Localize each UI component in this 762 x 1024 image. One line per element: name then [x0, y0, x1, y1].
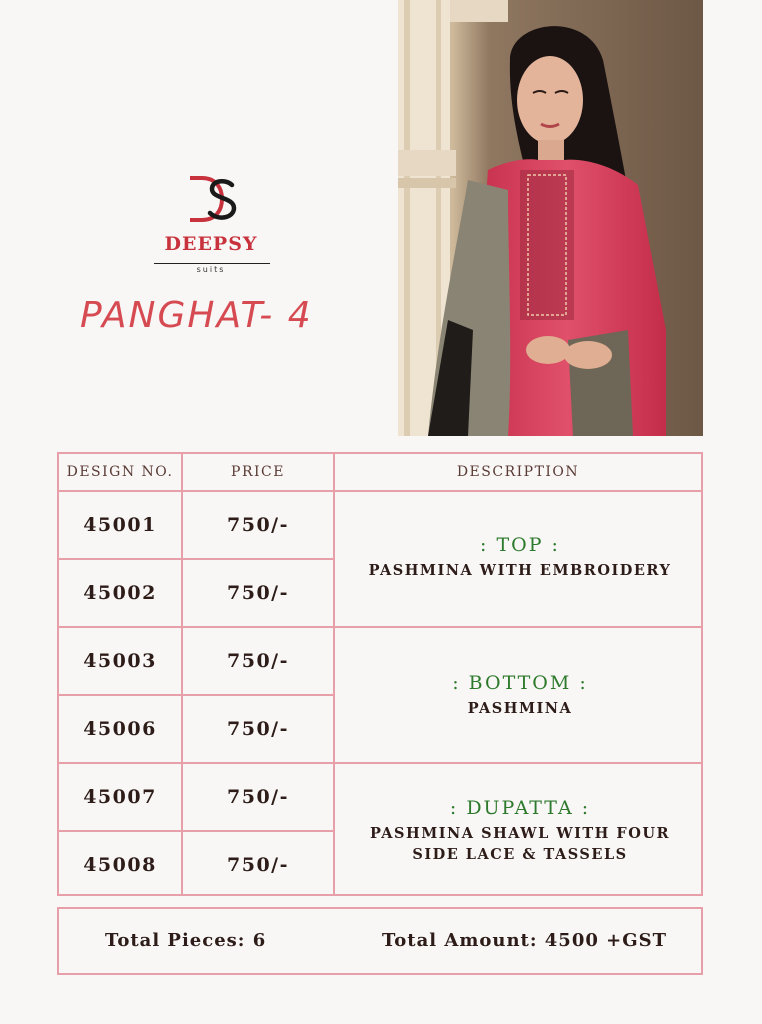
- total-pieces: Total Pieces: 6: [105, 930, 267, 951]
- column-divider: [333, 454, 335, 894]
- description-line: PASHMINA SHAWL WITH FOUR: [369, 825, 671, 842]
- design-price: 750/-: [227, 650, 289, 672]
- description-dupatta: [337, 797, 703, 865]
- description-bottom: [337, 672, 703, 719]
- model-photo: [398, 0, 703, 436]
- description-heading: : TOP :: [480, 534, 560, 556]
- header-description: DESCRIPTION: [456, 464, 580, 480]
- design-price: 750/-: [227, 582, 289, 604]
- description-text: PASHMINA: [467, 700, 573, 717]
- design-number: 45003: [83, 650, 157, 672]
- brand-subtitle: suits: [196, 265, 226, 274]
- design-number: 45006: [83, 718, 157, 740]
- description-line: SIDE LACE & TASSELS: [412, 846, 628, 863]
- totals-box: [57, 907, 703, 975]
- design-price: 750/-: [227, 786, 289, 808]
- design-number: 45008: [83, 854, 157, 876]
- design-price: 750/-: [227, 854, 289, 876]
- header-design-no: DESIGN NO.: [66, 464, 174, 480]
- brand-logo-icon: [186, 175, 238, 223]
- brand-divider: [154, 263, 270, 264]
- description-text: PASHMINA WITH EMBROIDERY: [368, 562, 672, 579]
- design-price: 750/-: [227, 718, 289, 740]
- description-heading: : DUPATTA :: [449, 797, 591, 819]
- description-heading: : BOTTOM :: [452, 672, 588, 694]
- description-text: [337, 823, 703, 865]
- price-table: [57, 452, 703, 896]
- header-price: PRICE: [231, 464, 285, 480]
- description-top: [337, 534, 703, 581]
- catalog-title: PANGHAT- 4: [80, 295, 313, 336]
- total-amount: Total Amount: 4500 +GST: [381, 930, 667, 951]
- design-price: 750/-: [227, 514, 289, 536]
- design-number: 45001: [83, 514, 157, 536]
- brand-name: DEEPSY: [164, 233, 258, 255]
- design-number: 45007: [83, 786, 157, 808]
- design-number: 45002: [83, 582, 157, 604]
